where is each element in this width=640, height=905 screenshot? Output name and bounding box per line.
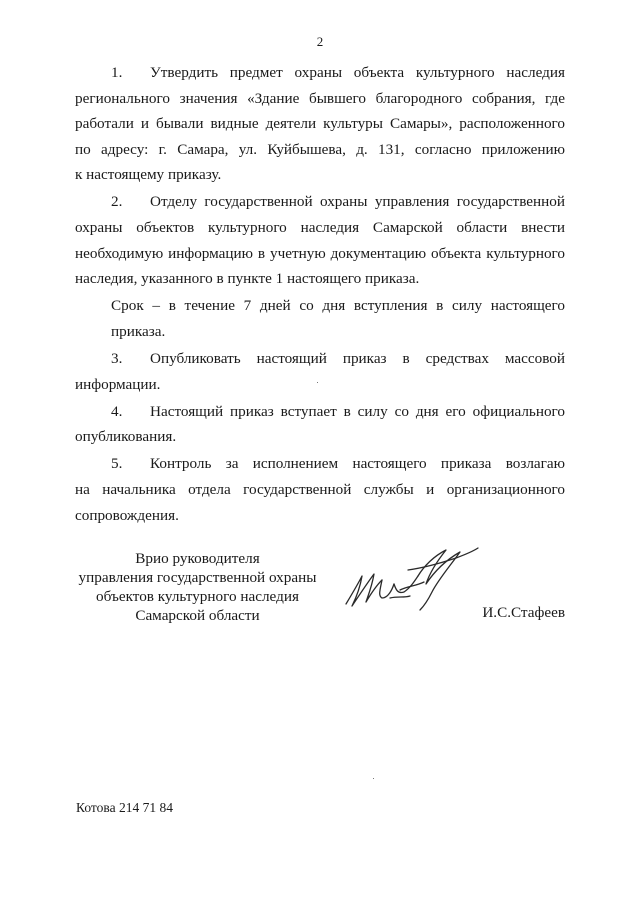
paragraph-number: 3. bbox=[111, 350, 123, 368]
position-line: Самарской области bbox=[135, 607, 260, 624]
paragraph-number: 2. bbox=[111, 193, 123, 211]
paragraph-2 bbox=[75, 189, 565, 291]
paragraph-number: 4. bbox=[111, 402, 123, 420]
scan-speck bbox=[373, 778, 374, 779]
paragraph-line: сопровождения. bbox=[75, 506, 179, 524]
deadline-paragraph bbox=[75, 293, 565, 344]
paragraph-line: регионального значения «Здание бывшего благородного собрания, где bbox=[75, 89, 565, 107]
signatory-position bbox=[60, 549, 335, 625]
executor-contact: Котова 214 71 84 bbox=[76, 800, 173, 815]
paragraph-4 bbox=[75, 399, 565, 450]
paragraph-line: Срок – в течение 7 дней со дня вступления в силу настоящего bbox=[111, 297, 565, 315]
paragraph-line: по адресу: г. Самара, ул. Куйбышева, д. 131, согласно приложению bbox=[75, 140, 565, 158]
handwritten-signature bbox=[338, 540, 488, 620]
paragraph-number: 1. bbox=[111, 64, 123, 81]
signer-name: И.С.Стафеев bbox=[482, 604, 565, 621]
paragraph-line: охраны объектов культурного наследия Самарской области внести bbox=[75, 219, 565, 237]
scan-speck bbox=[317, 382, 318, 383]
paragraph-1 bbox=[75, 60, 565, 188]
position-line: управления государственной охраны bbox=[78, 569, 317, 586]
paragraph-line: наследия, указанного в пункте 1 настоящего приказа. bbox=[75, 270, 420, 288]
paragraph-5 bbox=[75, 451, 565, 528]
page-number: 2 bbox=[316, 34, 324, 49]
paragraph-line: Отделу государственной охраны управления государственной bbox=[150, 193, 565, 211]
paragraph-line: приказа. bbox=[111, 322, 166, 340]
paragraph-line: Опубликовать настоящий приказ в средствах массовой bbox=[150, 350, 565, 368]
paragraph-3 bbox=[75, 346, 565, 397]
paragraph-line: на начальника отдела государственной службы и организационного bbox=[75, 481, 565, 498]
paragraph-line: Настоящий приказ вступает в силу со дня его официального bbox=[150, 402, 565, 420]
paragraph-line: к настоящему приказу. bbox=[75, 166, 222, 184]
paragraph-line: информации. bbox=[75, 375, 161, 393]
order-body bbox=[75, 60, 565, 530]
paragraph-line: работали и бывали видные деятели культуры Самары», расположенного bbox=[75, 115, 565, 133]
paragraph-line: Утвердить предмет охраны объекта культурного наследия bbox=[150, 64, 565, 81]
paragraph-line: Контроль за исполнением настоящего приказа возлагаю bbox=[150, 455, 565, 473]
paragraph-number: 5. bbox=[111, 455, 123, 473]
position-line: Врио руководителя bbox=[135, 550, 260, 567]
position-line: объектов культурного наследия bbox=[96, 588, 299, 605]
paragraph-line: опубликования. bbox=[75, 428, 177, 446]
paragraph-line: необходимую информацию в учетную документацию объекта культурного bbox=[75, 244, 565, 262]
